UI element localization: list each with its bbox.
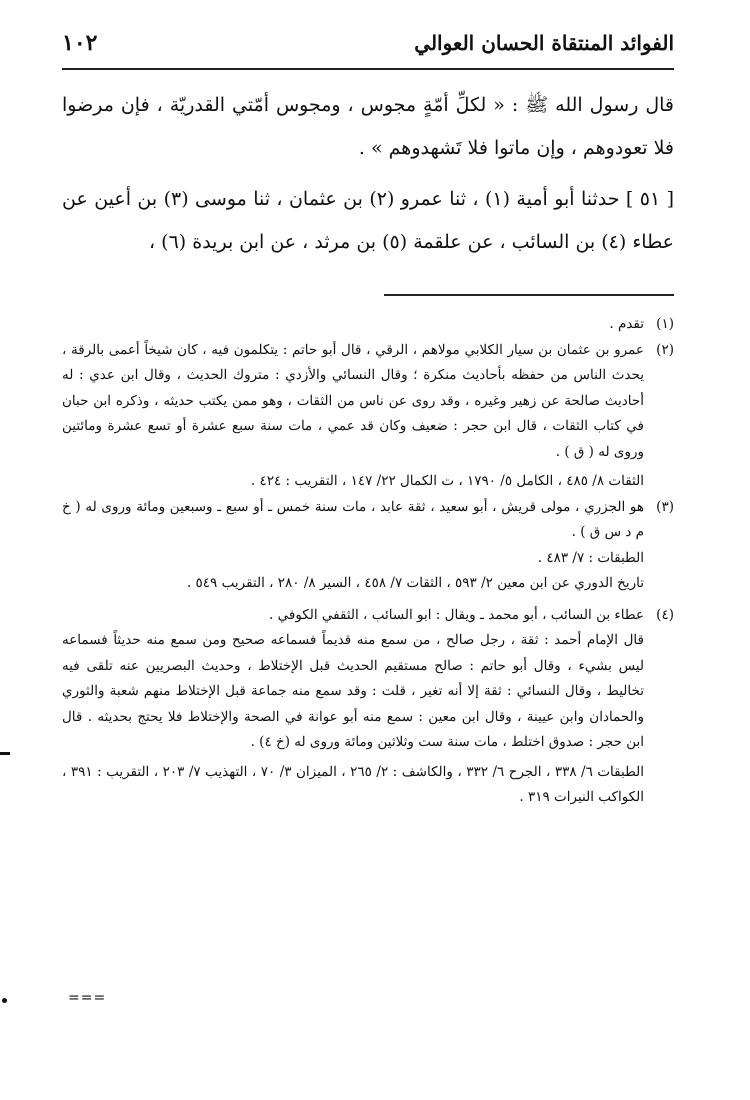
margin-dot bbox=[2, 998, 7, 1003]
hadith-text: قال رسول الله ﷺ : « لكلِّ أمّةٍ مجوس ، ومجوس أمّتي القدريّة ، فإن مرضوا فلا تعودوهم ، وإن ماتوا فلا تَشهدوهم » . bbox=[62, 94, 675, 159]
footnote-number: (٣) bbox=[656, 498, 674, 515]
page-header bbox=[62, 30, 674, 70]
footnote-text: قال الإمام أحمد : ثقة ، رجل صالح ، من سمع منه قديماً فسماعه صحيح ومن سمع منه حديثاً فسماعه ليس بشيء ، وقال أبو حاتم : صالح مستقيم الحديث قبل الإختلاط ، وحديث البصريين عنه تلقى فيه تخاليط ، وقال النسائي : ثقة إلا أنه تغير ، قلت : وقد سمع منه جماعة قبل الإختلاط منهم شعبة والثوري والحمادان وابن عيينة ، وقال ابن معين : سمع منه أبو عوانة في الصحة والإختلاط فلا يحتج بحديثه . قال ابن حجر : صدوق اختلط ، مات سنة ست وثلاثين ومائة وروى له (خ ٤) . bbox=[62, 632, 644, 750]
footnote-heading: عطاء بن السائب ، أبو محمد ـ ويقال : ابو السائب ، الثقفي الكوفي . bbox=[269, 606, 644, 623]
footnote-text: عمرو بن عثمان بن سيار الكلابي مولاهم ، الرقي ، قال أبو حاتم : يتكلمون فيه ، كان شيخاً أعمى بالرقة ، يحدث الناس من حفظه بأحاديث منكرة ؛ وقال النسائي والأزدي : متروك الحديث ، وقال ابن عدي : له أحاديث صالحة عن زهير وغيره ، وقد روى عن ناس من الثقات ، وهو ممن يكتب حديثه ، وذكره ابن حبان في كتاب الثقات ، قال ابن حجر : ضعيف وكان قد عمي ، مات سنة سبع عشرة أو تسع عشرة ومائتين وروى له ( ق ) . bbox=[62, 341, 644, 460]
book-page bbox=[62, 30, 674, 811]
page-number: ١٠٢ bbox=[62, 30, 98, 56]
footnote-separator bbox=[62, 294, 674, 296]
footnote-number: (١) bbox=[656, 316, 674, 332]
footnote-number: (٢) bbox=[656, 341, 674, 358]
footnote-references: الطبقات : ٧/ ٤٨٣ . bbox=[537, 549, 644, 566]
end-mark: === bbox=[68, 990, 107, 1006]
footnotes bbox=[62, 312, 674, 811]
margin-mark bbox=[0, 752, 10, 755]
isnad-text: [ ٥١ ] حدثنا أبو أمية (١) ، ثنا عمرو (٢) بن عثمان ، ثنا موسى (٣) بن أعين عن عطاء (٤) بن السائب ، عن علقمة (٥) بن مرثد ، عن ابن بريدة (٦) ، bbox=[62, 188, 675, 253]
main-text bbox=[62, 84, 674, 264]
footnote-3 bbox=[62, 495, 674, 597]
footnote-references: الطبقات ٦/ ٣٣٨ ، الجرح ٦/ ٣٣٢ ، والكاشف : ٢/ ٢٦٥ ، الميزان ٣/ ٧٠ ، التهذيب ٧/ ٢٠٣ ، التقريب : ٣٩١ ، الكواكب النيرات ٣١٩ . bbox=[62, 763, 645, 805]
running-title: الفوائد المنتقاة الحسان العوالي bbox=[414, 31, 674, 55]
footnote-4 bbox=[62, 603, 674, 811]
footnote-references: تاريخ الدوري عن ابن معين ٢/ ٥٩٣ ، الثقات ٧/ ٤٥٨ ، السير ٨/ ٢٨٠ ، التقريب ٥٤٩ . bbox=[186, 575, 644, 591]
footnote-references: الثقات ٨/ ٤٨٥ ، الكامل ٥/ ١٧٩٠ ، ت الكمال ٢٢/ ١٤٧ ، التقريب : ٤٢٤ . bbox=[250, 473, 644, 489]
footnote-1 bbox=[62, 312, 674, 338]
footnote-text: تقدم . bbox=[609, 316, 644, 332]
footnote-text: هو الجزري ، مولى قريش ، أبو سعيد ، ثقة عابد ، مات سنة خمس ـ أو سبع ـ وسبعين ومائة وروى له ( خ م د س ق ) . bbox=[62, 498, 644, 540]
footnote-2 bbox=[62, 338, 674, 495]
footnote-number: (٤) bbox=[656, 606, 674, 623]
footnote-rule bbox=[384, 294, 674, 296]
